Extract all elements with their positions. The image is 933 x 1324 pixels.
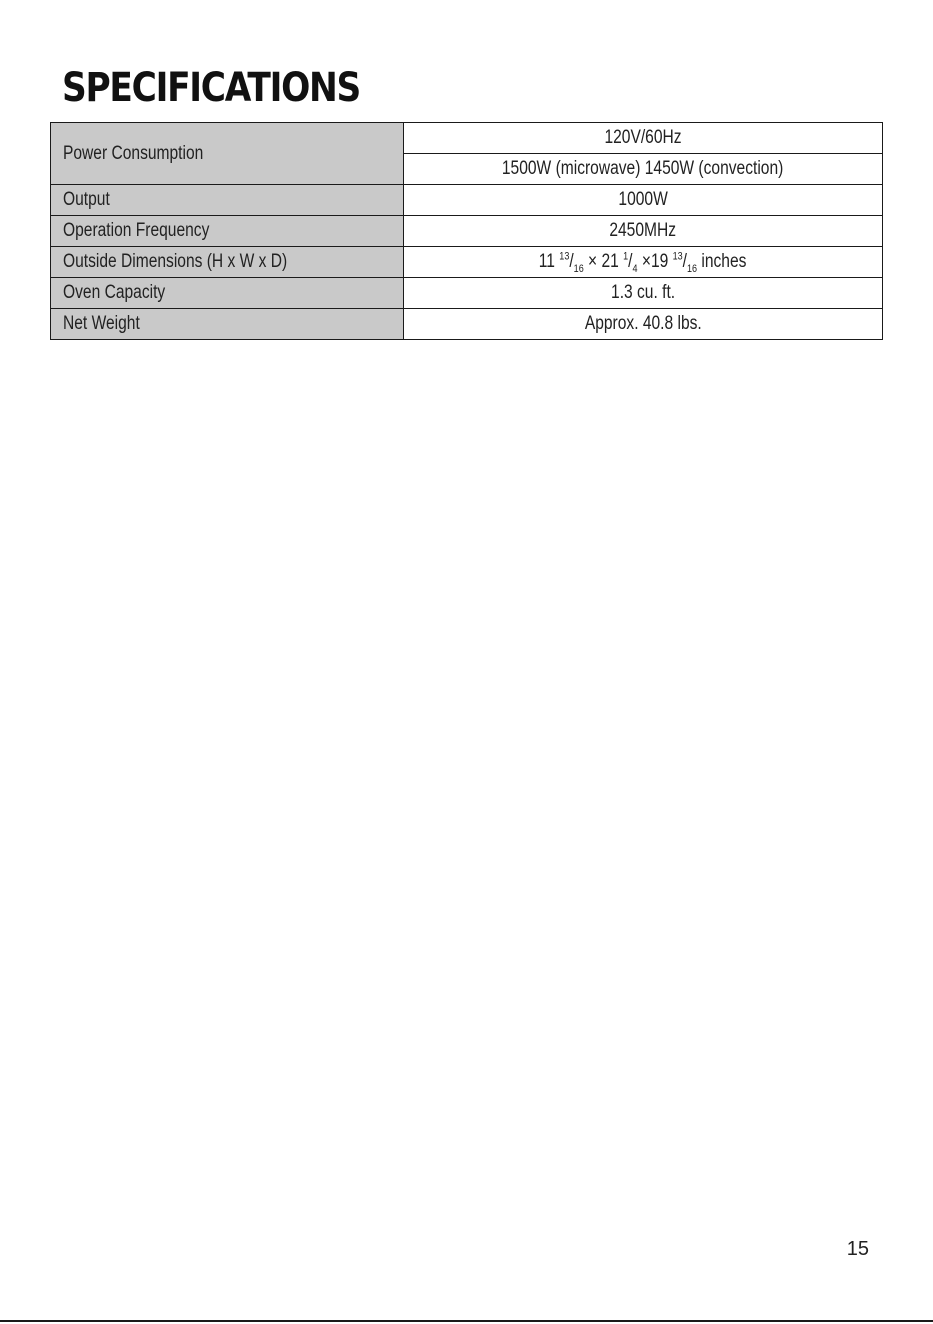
table-row xyxy=(51,185,883,216)
spec-value: 1500W (microwave) 1450W (convection) xyxy=(502,158,784,179)
depth-denominator: 16 xyxy=(687,262,698,275)
depth-whole: 19 xyxy=(651,251,669,272)
spec-label-cell xyxy=(51,123,404,185)
page-number: 15 xyxy=(846,1238,869,1260)
depth-numerator: 13 xyxy=(673,250,684,263)
spec-value-cell xyxy=(404,154,883,185)
spec-value-cell xyxy=(404,216,883,247)
spec-label: Net Weight xyxy=(63,313,140,334)
table-row xyxy=(51,216,883,247)
spec-label: Operation Frequency xyxy=(63,220,210,241)
separator: × xyxy=(588,251,598,272)
page-title: SPECIFICATIONS xyxy=(62,65,361,111)
width-whole: 21 xyxy=(601,251,620,272)
spec-label-cell xyxy=(51,247,404,278)
bottom-rule xyxy=(0,1320,933,1322)
table-row xyxy=(51,123,883,154)
table-row xyxy=(51,309,883,340)
spec-label-cell xyxy=(51,185,404,216)
dimensions-unit: inches xyxy=(701,251,747,272)
width-denominator: 4 xyxy=(632,262,638,275)
width-numerator: 1 xyxy=(623,250,629,263)
table-row xyxy=(51,278,883,309)
table-row xyxy=(51,247,883,278)
height-numerator: 13 xyxy=(559,250,570,263)
spec-value: 120V/60Hz xyxy=(604,127,682,148)
spec-value: 2450MHz xyxy=(609,220,677,241)
spec-label: Output xyxy=(63,189,110,210)
spec-value-cell xyxy=(404,185,883,216)
spec-label: Power Consumption xyxy=(63,142,204,164)
height-whole: 11 xyxy=(539,251,556,272)
spec-value-cell xyxy=(404,309,883,340)
separator: × xyxy=(642,251,652,272)
spec-value: 1.3 cu. ft. xyxy=(610,282,676,303)
spec-label-cell xyxy=(51,309,404,340)
dimensions-value: 11 $^{13}/_{16} \times 21$ $^1/_4 \times 19$ $^{13}/_{16}$ inches xyxy=(539,250,747,275)
spec-value-cell xyxy=(404,123,883,154)
spec-label-cell xyxy=(51,278,404,309)
spec-value: Approx. 40.8 lbs. xyxy=(584,313,702,334)
spec-label: Oven Capacity xyxy=(63,282,166,303)
spec-label: Outside Dimensions (H x W x D) xyxy=(63,251,288,272)
spec-value-cell xyxy=(404,247,883,278)
spec-value: 1000W xyxy=(618,189,668,210)
specifications-table xyxy=(50,122,883,340)
height-denominator: 16 xyxy=(574,262,585,275)
spec-value-cell xyxy=(404,278,883,309)
spec-label-cell xyxy=(51,216,404,247)
